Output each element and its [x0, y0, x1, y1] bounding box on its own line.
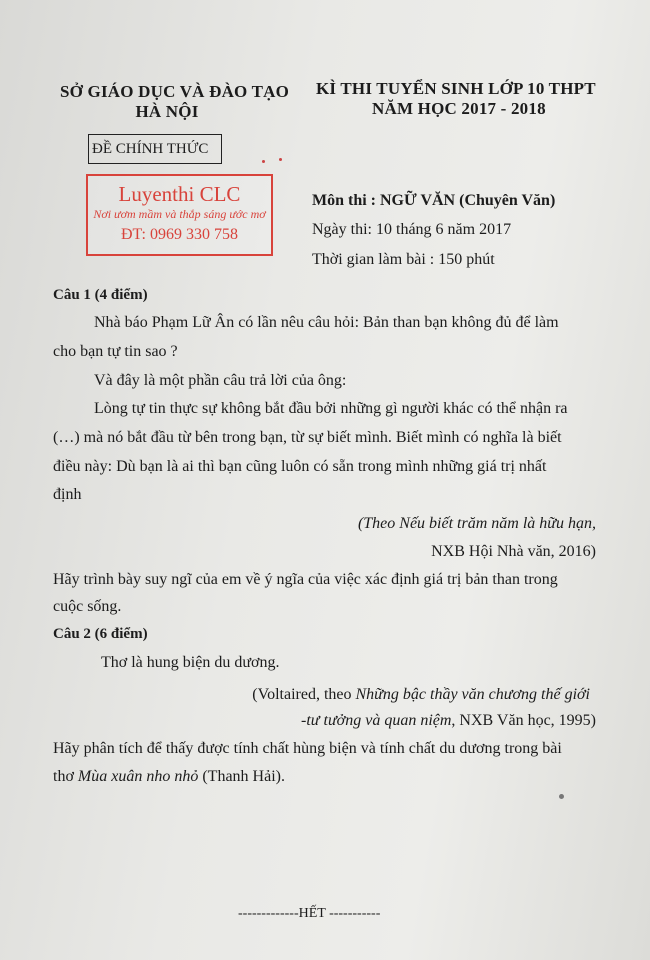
stamp-name: Luyenthi CLC	[118, 182, 241, 206]
question-2-source	[150, 686, 590, 704]
exam-title: KÌ THI TUYỂN SINH LỚP 10 THPT	[316, 79, 596, 98]
center-stamp	[86, 174, 273, 256]
question-1-line: cho bạn tự tin sao ?	[53, 343, 178, 360]
source-book-subtitle: -tư tưởng và quan niệm	[301, 712, 452, 729]
question-2-title: Câu 2 (6 điểm)	[53, 626, 148, 642]
poem-title: Mùa xuân nho nhỏ	[77, 768, 199, 785]
source-book-title: Những bậc thầy văn chương thế giới	[355, 686, 590, 703]
question-2-task: Hãy phân tích để thấy được tính chất hùng biện và tính chất du dương trong bài	[53, 740, 562, 757]
question-1-task: Hãy trình bày suy ngĩ của em về ý ngĩa của việc xác định giá trị bản than trong	[53, 571, 558, 588]
question-1-line: (…) mà nó bắt đầu từ bên trong bạn, từ sự biết mình. Biết mình có nghĩa là biết	[53, 429, 562, 446]
question-1-line: Nhà báo Phạm Lữ Ân có lần nêu câu hỏi: Bản than bạn không đủ để làm	[94, 314, 559, 331]
exam-duration: Thời gian làm bài : 150 phút	[312, 251, 495, 268]
question-1-line: Và đây là một phần câu trả lời của ông:	[94, 372, 347, 389]
official-exam-label: ĐỀ CHÍNH THỨC	[88, 134, 222, 164]
department-name: SỞ GIÁO DỤC VÀ ĐÀO TẠO	[60, 82, 290, 101]
question-1-task: cuộc sống.	[53, 598, 122, 615]
task-prefix: thơ	[53, 768, 78, 785]
city-name: HÀ NỘI	[135, 102, 199, 121]
question-1-line: Lòng tự tin thực sự không bắt đầu bởi những gì người khác có thể nhận ra	[94, 400, 568, 417]
end-marker: -------------HẾT -----------	[238, 906, 381, 921]
stamp-slogan: Nơi ươm mầm và thắp sáng ước mơ	[93, 207, 266, 221]
source-prefix: (Voltaired, theo	[252, 686, 356, 703]
question-2-task-cont	[53, 768, 285, 786]
ink-dot	[559, 794, 564, 799]
exam-date: Ngày thi: 10 tháng 6 năm 2017	[312, 221, 512, 238]
question-1-line: định	[53, 486, 82, 503]
question-2-source-cont	[150, 712, 596, 730]
school-year: NĂM HỌC 2017 - 2018	[372, 99, 546, 118]
ink-dot	[279, 158, 282, 161]
ink-dot	[262, 160, 265, 163]
subject-line: Môn thi : NGỮ VĂN (Chuyên Văn)	[312, 192, 556, 209]
question-1-title: Câu 1 (4 điểm)	[53, 287, 148, 303]
question-1-source: (Theo Nếu biết trăm năm là hữu hạn,	[357, 515, 596, 532]
question-2-quote: Thơ là hung biện du dương.	[101, 654, 280, 671]
question-1-line: điều này: Dù bạn là ai thì bạn cũng luôn có sẵn trong mình những giá trị nhất	[53, 458, 547, 475]
source-publisher: , NXB Văn học, 1995)	[451, 712, 596, 729]
question-1-publisher: NXB Hội Nhà văn, 2016)	[431, 543, 596, 560]
poem-author: (Thanh Hải).	[198, 768, 285, 785]
stamp-phone: ĐT: 0969 330 758	[121, 226, 238, 243]
